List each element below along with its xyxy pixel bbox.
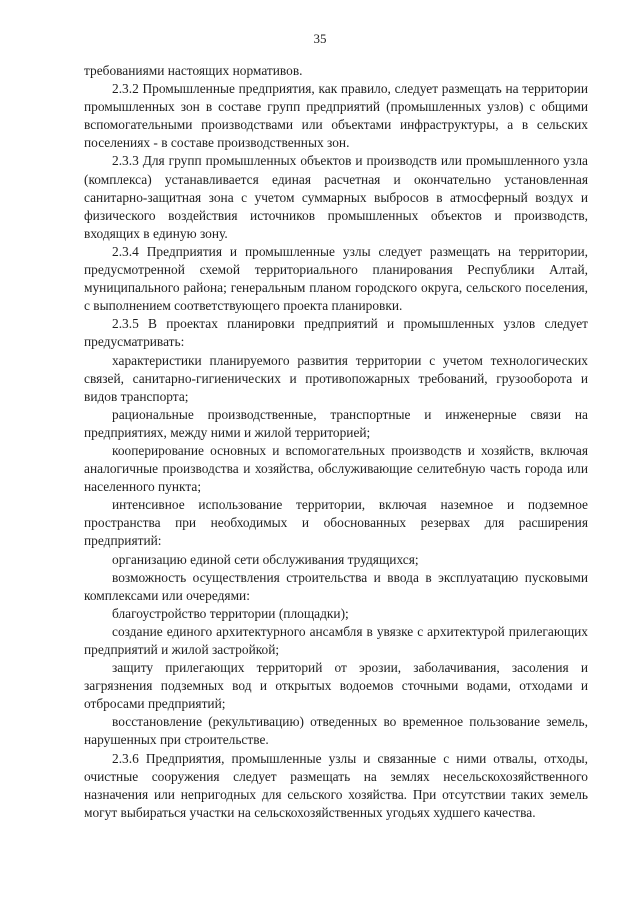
page-number: 35 [313,31,327,46]
paragraph-continuation: требованиями настоящих нормативов. [84,63,303,78]
list-item-cooperation: кооперирование основных и вспомогательных производств и хозяйств, включая аналогичные производства и хозяйства, обслуживающие селитебную часть города или населенного пункта; [84,442,588,495]
list-item-construction-stages: возможность осуществления строительства и ввода в эксплуатацию пусковыми комплексами или очередями: [84,569,588,603]
paragraph-2-3-2: 2.3.2 Промышленные предприятия, как правило, следует размещать на территории промышленных зон в составе групп предприятий (промышленных узлов) с общими вспомогательными производствами или объектами инфраструктуры, а в сельских поселениях - в составе производственных зон. [84,81,588,151]
list-item-service-network: организацию единой сети обслуживания трудящихся; [112,551,419,567]
list-item-architectural-ensemble: создание единого архитектурного ансамбля в увязке с архитектурой прилегающих предприятий и жилой застройкой; [84,623,588,657]
list-item-landscaping: благоустройство территории (площадки); [112,605,349,621]
document-body [84,62,588,822]
list-item-intensive-use: интенсивное использование территории, включая наземное и подземное пространства при необходимых и обоснованных резервах для расширения предприятий: [84,497,588,549]
paragraph-2-3-4: 2.3.4 Предприятия и промышленные узлы следует размещать на территории, предусмотренной схемой территориального планирования Республики Алтай, муниципального района; генеральным планом городского округа, сельского поселения, с выполнением соответствующего проекта планировки. [84,243,588,314]
paragraph-2-3-5: 2.3.5 В проектах планировки предприятий и промышленных узлов следует предусматривать: [84,316,588,350]
paragraph-2-3-6: 2.3.6 Предприятия, промышленные узлы и связанные с ними отвалы, отходы, очистные сооружения следует размещать на землях несельскохозяйственного назначения или непригодных для сельского хозяйства. При отсутствии таких земель могут выбираться участки на сельскохозяйственных угодьях худшего качества. [84,750,588,820]
list-item-rational-connections: рациональные производственные, транспортные и инженерные связи на предприятиях, между ними и жилой территорией; [84,406,588,440]
list-item-development-characteristics: характеристики планируемого развития территории с учетом технологических связей, санитарно-гигиенических и противопожарных требований, грузооборота и видов транспорта; [84,352,588,404]
list-item-land-restoration: восстановление (рекультивацию) отведенных во временное пользование земель, нарушенных при строительстве. [84,714,588,748]
paragraph-2-3-3: 2.3.3 Для групп промышленных объектов и производств или промышленного узла (комплекса) устанавливается единая расчетная и окончательно установленная санитарно-защитная зона с учетом суммарных выбросов в атмосферный воздух и физического воздействия источников промышленных объектов и производств, входящих в единую зону. [84,153,588,241]
list-item-territory-protection: защиту прилегающих территорий от эрозии, заболачивания, засоления и загрязнения подземных вод и открытых водоемов сточными водами, отходами и отбросами предприятий; [84,660,588,712]
